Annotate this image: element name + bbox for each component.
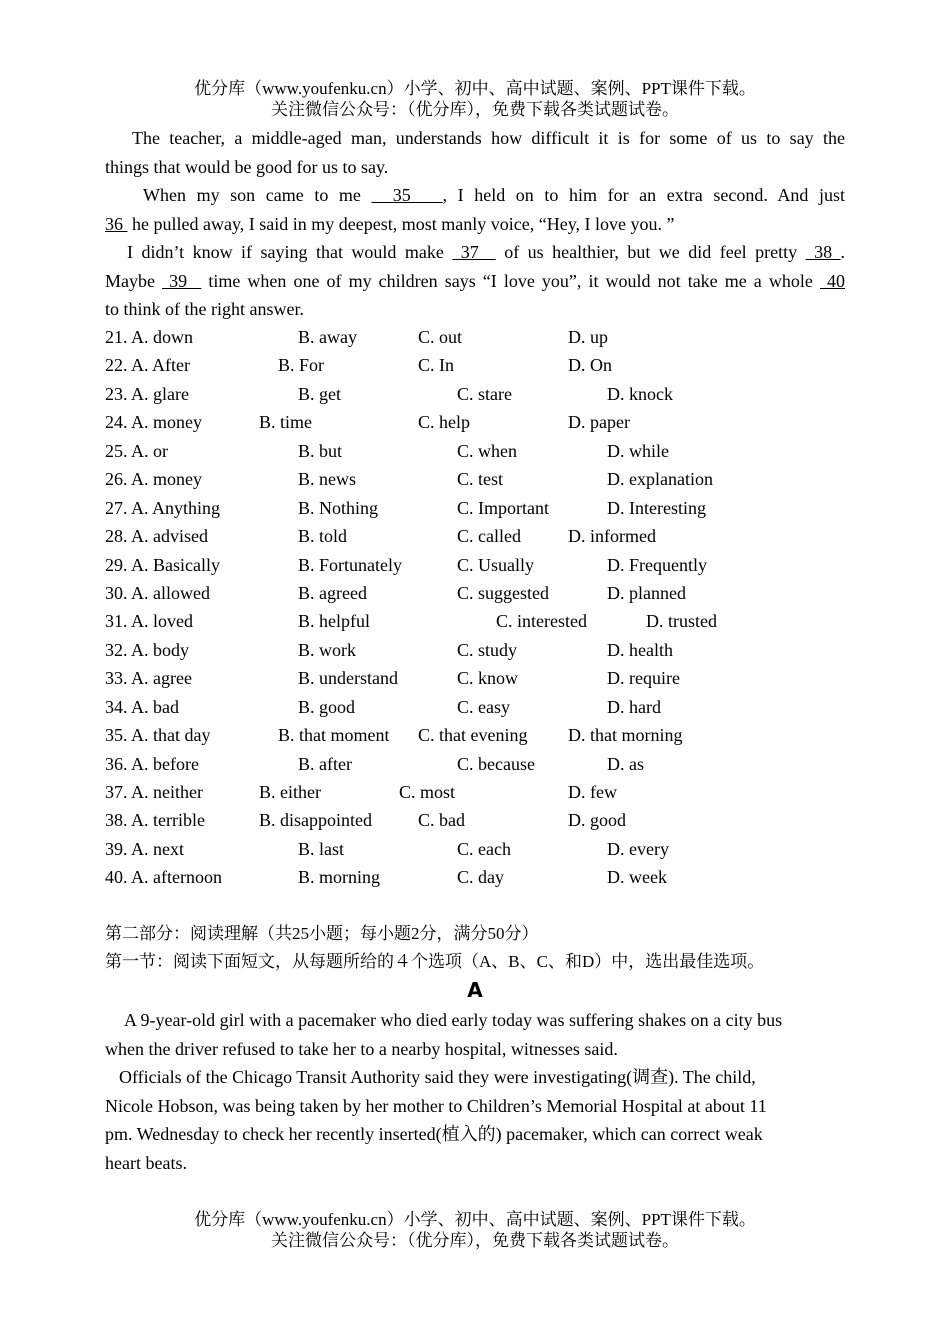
option-c: C. Usually — [457, 554, 535, 575]
option-a: 25. A. or — [105, 440, 168, 461]
option-a: 21. A. down — [105, 327, 194, 347]
option-d: D. week — [607, 867, 667, 888]
option-b: B. Fortunately — [298, 554, 402, 575]
option-d: D. require — [607, 668, 680, 689]
option-c: C. study — [457, 639, 518, 660]
option-b: B. understand — [298, 668, 398, 689]
option-b: B. news — [298, 469, 356, 490]
option-a: 34. A. bad — [105, 696, 179, 717]
option-c: C. because — [457, 753, 535, 774]
header-line-2: 关注微信公众号：（优分库），免费下载各类试题试卷。 — [271, 100, 679, 119]
option-b: B. get — [298, 383, 341, 404]
reading-paragraph-1 — [105, 1006, 845, 1063]
option-c: C. In — [418, 355, 454, 376]
option-a: 32. A. body — [105, 639, 190, 660]
reading-line: when the driver refused to take her to a nearby hospital, witnesses said. — [105, 1038, 618, 1059]
blank-39: 39 — [162, 270, 202, 291]
passage-line: things that would be good for us to say. — [105, 156, 389, 177]
option-c: C. day — [457, 867, 504, 888]
option-b: B. agreed — [298, 582, 367, 603]
passage-paragraph-3 — [105, 238, 845, 324]
option-c: C. out — [418, 327, 463, 347]
footer-line-2: 关注微信公众号：（优分库），免费下载各类试题试卷。 — [271, 1231, 679, 1250]
passage-line: I didn’t know if saying that would make 37 of us healthier, but we did feel pretty 38 . — [127, 242, 846, 262]
passage-line: Maybe 39 time when one of my children says “I love you”, it would not take me a whole 40 — [105, 270, 846, 291]
option-c: C. suggested — [457, 582, 549, 603]
option-d: D. explanation — [607, 469, 713, 490]
option-c: C. know — [457, 668, 519, 689]
passage-paragraph-2 — [105, 181, 845, 238]
option-b: B. either — [259, 782, 321, 802]
reading-line: pm. Wednesday to check her recently inserted(植入的) pacemaker, which can correct weak — [105, 1124, 763, 1144]
option-row — [105, 551, 845, 579]
option-row — [105, 408, 845, 436]
option-d: D. informed — [568, 526, 656, 547]
option-c: C. stare — [457, 383, 512, 404]
option-b: B. morning — [298, 867, 381, 888]
option-b: B. away — [298, 327, 357, 347]
option-d: D. hard — [607, 696, 661, 717]
option-a: 37. A. neither — [105, 782, 203, 802]
option-d: D. paper — [568, 412, 630, 433]
option-row — [105, 721, 845, 749]
blank-36: 36 — [105, 213, 128, 234]
option-c: C. Important — [457, 497, 549, 518]
passage-line: The teacher, a middle-aged man, understands how difficult it is for some of us to say the — [132, 128, 845, 148]
option-b: B. after — [298, 753, 352, 774]
option-b: B. told — [298, 526, 348, 547]
passage-line: to think of the right answer. — [105, 299, 304, 319]
passage-letter-heading: A — [467, 978, 483, 1002]
option-c: C. when — [457, 440, 517, 461]
option-row — [105, 380, 845, 408]
option-a: 39. A. next — [105, 838, 184, 859]
option-a: 24. A. money — [105, 412, 202, 433]
option-b: B. helpful — [298, 611, 370, 632]
option-c: C. easy — [457, 696, 510, 717]
blank-37: 37 — [452, 242, 496, 262]
passage-line: 36 he pulled away, I said in my deepest, most manly voice, “Hey, I love you. ” — [105, 213, 675, 234]
part-two-heading: 第二部分：阅读理解（共25小题；每小题2分，满分50分） — [105, 924, 539, 943]
option-b: B. but — [298, 440, 343, 461]
option-c: C. most — [399, 782, 456, 802]
reading-line: Officials of the Chicago Transit Authority said they were investigating(调查). The child, — [119, 1067, 756, 1087]
option-a: 28. A. advised — [105, 526, 208, 547]
option-d: D. that morning — [568, 725, 683, 746]
option-d: D. knock — [607, 383, 673, 404]
option-row — [105, 323, 845, 351]
footer-line-1: 优分库（www.youfenku.cn）小学、初中、高中试题、案例、PPT课件下载。 — [194, 1210, 756, 1229]
option-d: D. few — [568, 782, 617, 802]
option-c: C. called — [457, 526, 521, 547]
option-row — [105, 351, 845, 379]
option-row — [105, 522, 845, 550]
option-row — [105, 494, 845, 522]
option-a: 27. A. Anything — [105, 497, 221, 518]
option-a: 29. A. Basically — [105, 554, 220, 575]
option-row — [105, 607, 845, 635]
option-d: D. health — [607, 639, 673, 660]
option-row — [105, 693, 845, 721]
option-b: B. For — [278, 355, 325, 376]
option-row — [105, 664, 845, 692]
passage-paragraph-1 — [105, 124, 845, 181]
option-d: D. Frequently — [607, 554, 707, 575]
option-a: 36. A. before — [105, 753, 199, 774]
option-d: D. On — [568, 355, 612, 376]
option-c: C. bad — [418, 810, 465, 831]
option-row — [105, 465, 845, 493]
option-row — [105, 778, 845, 806]
reading-line: A 9-year-old girl with a pacemaker who died early today was suffering shakes on a city bus — [124, 1010, 783, 1030]
header-line-1: 优分库（www.youfenku.cn）小学、初中、高中试题、案例、PPT课件下载。 — [194, 79, 756, 98]
option-b: B. work — [298, 639, 356, 660]
option-row — [105, 750, 845, 778]
option-a: 40. A. afternoon — [105, 867, 222, 888]
option-d: D. while — [607, 440, 669, 461]
option-d: D. good — [568, 810, 626, 831]
passage-line: When my son came to me 35 , I held on to him for an extra second. And just — [143, 185, 846, 205]
reading-line: Nicole Hobson, was being taken by her mother to Children’s Memorial Hospital at about 11 — [105, 1095, 767, 1116]
option-row — [105, 636, 845, 664]
option-a: 38. A. terrible — [105, 810, 205, 831]
option-row — [105, 579, 845, 607]
option-row — [105, 437, 845, 465]
option-d: D. planned — [607, 582, 686, 603]
option-b: B. Nothing — [298, 497, 379, 518]
option-b: B. time — [259, 412, 312, 433]
option-row — [105, 863, 845, 891]
option-c: C. each — [457, 838, 511, 859]
blank-38: 38 — [805, 242, 841, 262]
option-row — [105, 835, 845, 863]
option-d: D. up — [568, 327, 608, 347]
option-a: 30. A. allowed — [105, 582, 210, 603]
option-b: B. last — [298, 838, 345, 859]
page-footer — [0, 1209, 950, 1251]
option-a: 33. A. agree — [105, 668, 192, 689]
blank-40: 40 — [819, 270, 846, 291]
option-c: C. test — [457, 469, 504, 490]
option-d: D. trusted — [646, 611, 717, 632]
option-b: B. good — [298, 696, 356, 717]
option-row — [105, 806, 845, 834]
reading-line: heart beats. — [105, 1152, 187, 1173]
option-a: 23. A. glare — [105, 383, 189, 404]
option-d: D. every — [607, 838, 669, 859]
section-one-instructions: 第一节：阅读下面短文，从每题所给的４个选项（A、B、C、和D）中，选出最佳选项。 — [105, 952, 765, 971]
option-a: 26. A. money — [105, 469, 202, 490]
page-header — [0, 78, 950, 120]
option-a: 31. A. loved — [105, 611, 193, 632]
option-a: 35. A. that day — [105, 725, 211, 746]
reading-paragraph-2 — [105, 1063, 845, 1177]
blank-35: 35 — [371, 185, 443, 205]
option-b: B. disappointed — [259, 810, 372, 831]
option-a: 22. A. After — [105, 355, 190, 376]
option-b: B. that moment — [278, 725, 390, 746]
option-d: D. Interesting — [607, 497, 706, 518]
option-c: C. that evening — [418, 725, 528, 746]
option-c: C. interested — [496, 611, 587, 632]
options-list — [105, 323, 845, 892]
option-d: D. as — [607, 753, 644, 774]
option-c: C. help — [418, 412, 470, 433]
